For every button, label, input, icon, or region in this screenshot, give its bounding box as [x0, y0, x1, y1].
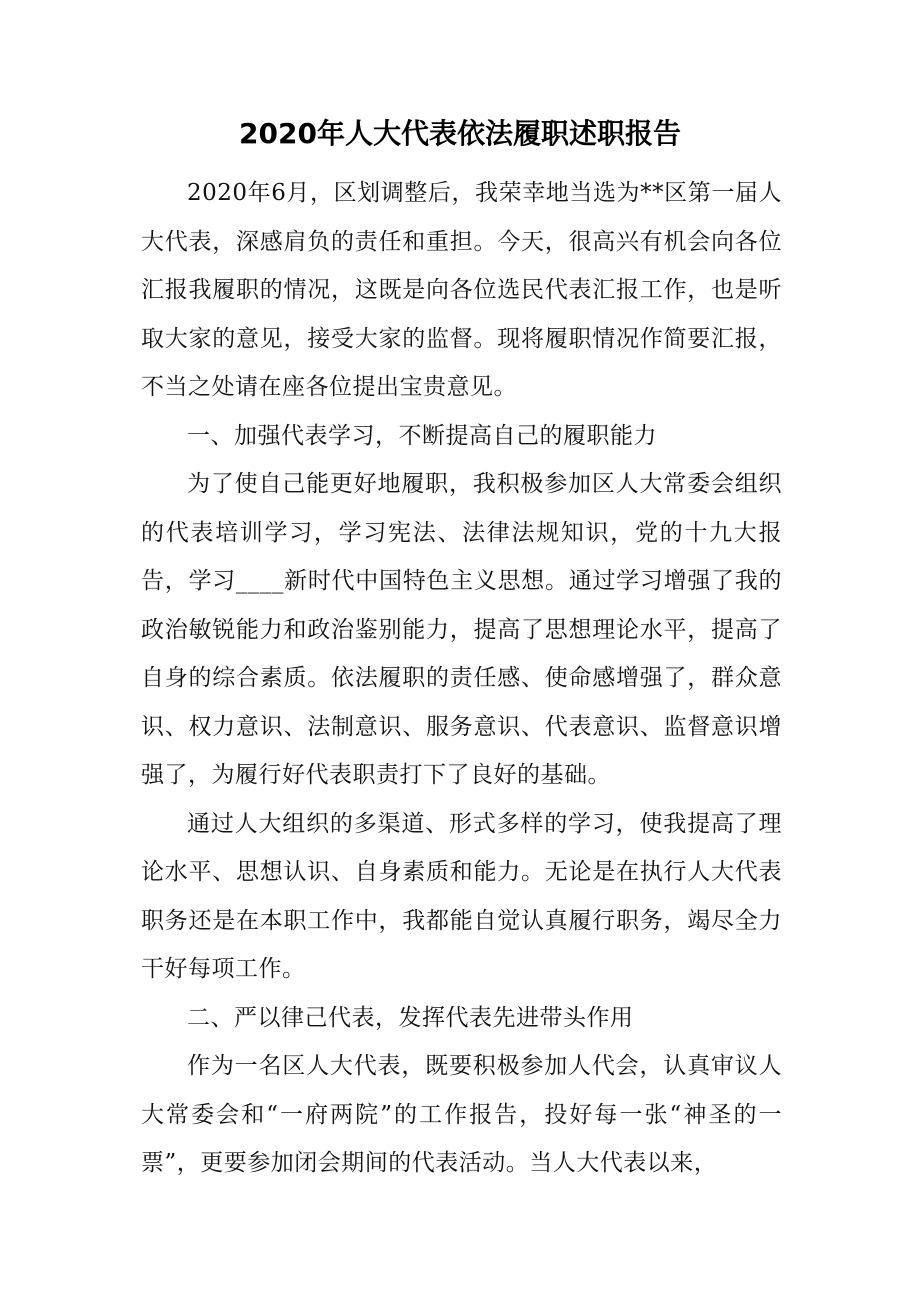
document-title: 2020年人大代表依法履职述职报告 [239, 117, 681, 150]
paragraph-study-result: 通过人大组织的多渠道、形式多样的学习，使我提高了理论水平、思想认识、自身素质和能力。无论是在执行人大代表职务还是在本职工作中，我都能自觉认真履行职务，竭尽全力干好每项工作。 [141, 810, 782, 982]
document-body [141, 169, 782, 1188]
paragraph-intro: 2020年6月，区划调整后，我荣幸地当选为**区第一届人大代表，深感肩负的责任和重担。今天，很高兴有机会向各位汇报我履职的情况，这既是向各位选民代表汇报工作，也是听取大家的意见，接受大家的监督。现将履职情况作简要汇报，不当之处请在座各位提出宝贵意见。 [141, 180, 782, 400]
section-heading-1: 一、加强代表学习，不断提高自己的履职能力 [187, 422, 657, 449]
section-heading-2: 二、严以律己代表，发挥代表先进带头作用 [187, 1004, 634, 1031]
paragraph-study: 为了使自己能更好地履职，我积极参加区人大常委会组织的代表培训学习，学习宪法、法律法规知识，党的十九大报告，学习____新时代中国特色主义思想。通过学习增强了我的政治敏锐能力和政治鉴别能力，提高了思想理论水平，提高了自身的综合素质。依法履职的责任感、使命感增强了，群众意识、权力意识、法制意识、服务意识、代表意识、监督意识增强了，为履行好代表职责打下了良好的基础。 [141, 471, 782, 788]
paragraph-duties: 作为一名区人大代表，既要积极参加人代会，认真审议人大常委会和“一府两院”的工作报告，投好每一张“神圣的一票”，更要参加闭会期间的代表活动。当人大代表以来， [141, 1053, 782, 1176]
